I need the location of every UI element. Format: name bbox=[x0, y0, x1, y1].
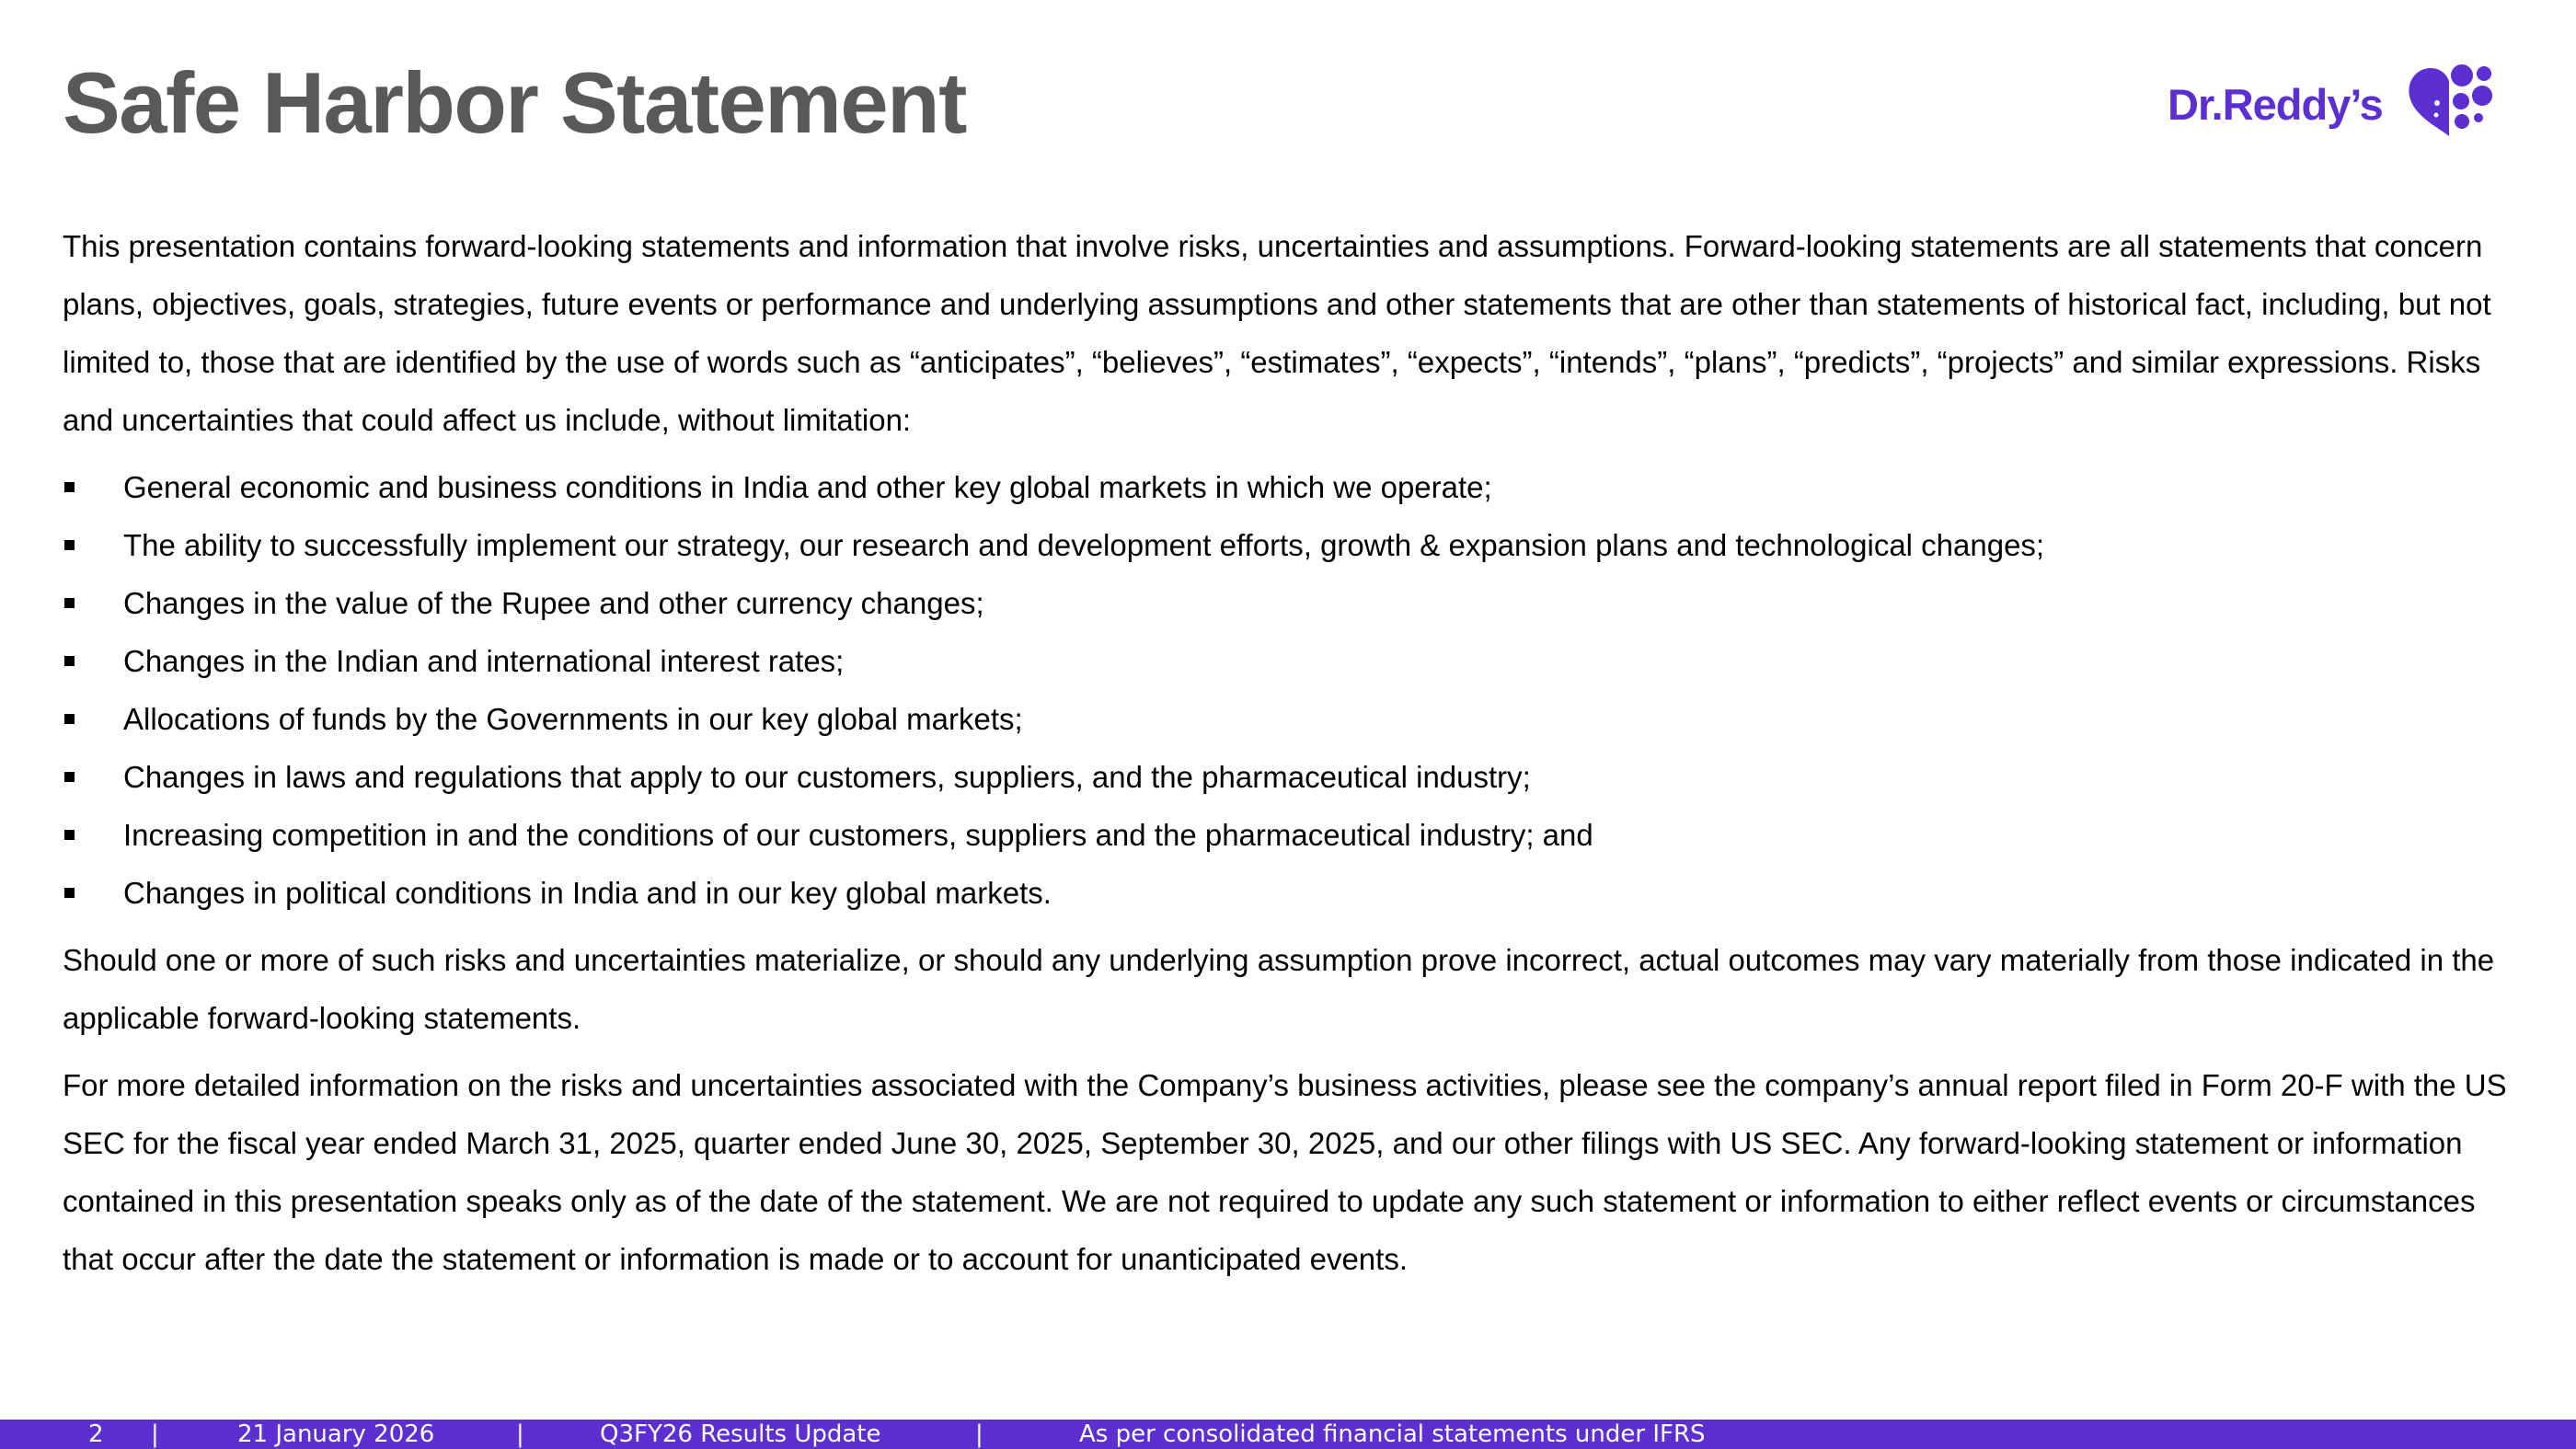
list-item bbox=[63, 806, 2510, 864]
page-title: Safe Harbor Statement bbox=[63, 54, 966, 151]
footer-note: As per consolidated financial statements under IFRS bbox=[1079, 1420, 1706, 1448]
footer-date: 21 January 2026 bbox=[237, 1420, 435, 1448]
bullet-square-icon bbox=[64, 714, 75, 724]
closing-paragraph-filings: For more detailed information on the risks and uncertainties associated with the Company’s business activities, please see the company’s annual report filed in Form 20-F with the US SEC for the fiscal year ended March 31, 2025, quarter ended June 30, 2025, September 30, 2025, and our other filings with US SEC. Any forward-looking statement or information contained in this presentation speaks only as of the date of the statement. We are not required to update any such statement or information to either reflect events or circumstances that occur after the date the statement or information is made or to account for unanticipated events. bbox=[63, 1068, 2507, 1276]
intro-paragraph: This presentation contains forward-looking statements and information that involve risks, uncertainties and assumptions. Forward-looking statements are all statements that concern plans, objectives, goals, strategies, future events or performance and underlying assumptions and other statements that are other than statements of historical fact, including, but not limited to, those that are identified by the use of words such as “anticipates”, “believes”, “estimates”, “expects”, “intends”, “plans”, “predicts”, “projects” and similar expressions. Risks and uncertainties that could affect us include, without limitation: bbox=[63, 229, 2491, 437]
company-logo bbox=[2162, 63, 2502, 145]
logo-wordmark: Dr.Reddy’s bbox=[2168, 80, 2383, 129]
bullet-square-icon bbox=[64, 772, 75, 782]
list-item bbox=[63, 458, 2510, 516]
list-item-text: General economic and business conditions in India and other key global markets in which we operate; bbox=[123, 470, 1492, 504]
statement-body bbox=[63, 217, 2510, 1288]
page-number: 2 bbox=[88, 1420, 104, 1448]
footer-separator: | bbox=[516, 1420, 524, 1448]
list-item-text: Increasing competition in and the conditions of our customers, suppliers and the pharmaceutical industry; and bbox=[123, 818, 1593, 852]
list-item bbox=[63, 632, 2510, 690]
list-item-text: The ability to successfully implement our strategy, our research and development efforts, growth & expansion plans and technological changes; bbox=[123, 528, 2045, 562]
footer-bar bbox=[0, 1420, 2576, 1449]
risk-list bbox=[63, 458, 2510, 922]
footer-report-name: Q3FY26 Results Update bbox=[600, 1420, 881, 1448]
bullet-square-icon bbox=[64, 830, 75, 840]
bullet-square-icon bbox=[64, 656, 75, 666]
footer-separator: | bbox=[975, 1420, 983, 1448]
list-item-text: Allocations of funds by the Governments in our key global markets; bbox=[123, 702, 1023, 736]
list-item bbox=[63, 516, 2510, 574]
list-item bbox=[63, 864, 2510, 922]
list-item bbox=[63, 574, 2510, 632]
list-item-text: Changes in laws and regulations that apply to our customers, suppliers, and the pharmaceutical industry; bbox=[123, 760, 1531, 794]
bullet-square-icon bbox=[64, 482, 75, 492]
footer-separator: | bbox=[151, 1420, 159, 1448]
list-item-text: Changes in the value of the Rupee and other currency changes; bbox=[123, 586, 984, 620]
list-item bbox=[63, 748, 2510, 806]
list-item-text: Changes in political conditions in India and in our key global markets. bbox=[123, 876, 1052, 910]
list-item-text: Changes in the Indian and international interest rates; bbox=[123, 644, 845, 678]
bullet-square-icon bbox=[64, 888, 75, 898]
bullet-square-icon bbox=[64, 540, 75, 550]
dr-reddys-heart-dots-icon bbox=[2403, 63, 2495, 142]
bullet-square-icon bbox=[64, 598, 75, 608]
closing-paragraph-risks: Should one or more of such risks and uncertainties materialize, or should any underlying assumption prove incorrect, actual outcomes may vary materially from those indicated in the applicable forward-looking statements. bbox=[63, 943, 2495, 1035]
list-item bbox=[63, 690, 2510, 748]
